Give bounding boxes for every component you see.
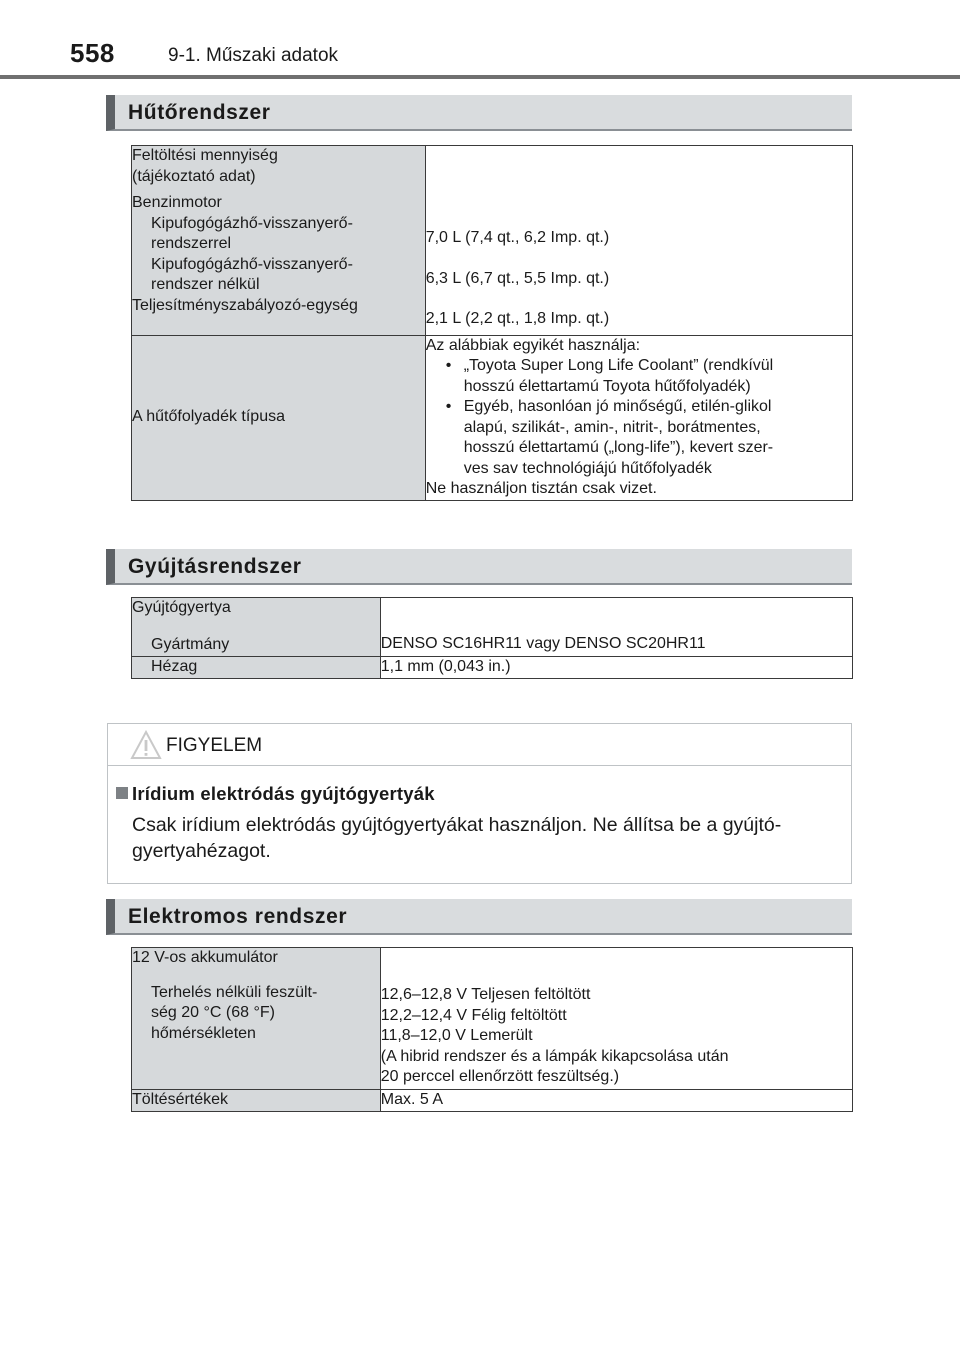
warning-title: FIGYELEM: [166, 735, 263, 756]
warning-triangle-icon: [130, 730, 162, 760]
chapter-title: 9-1. Műszaki adatok: [168, 45, 339, 66]
warning-text-line: gyertyahézagot.: [132, 840, 271, 862]
table-value-cell: [380, 657, 852, 679]
section-cooling-heading: [106, 95, 852, 131]
table-label-cell: [132, 146, 426, 336]
page-header: [0, 0, 960, 80]
gap-value: 1,1 mm (0,043 in.): [380, 658, 511, 675]
without-egr-value: 6,3 L (6,7 qt., 5,5 Imp. qt.): [425, 269, 610, 287]
table-value-cell: [425, 335, 852, 500]
make-label: Gyártmány: [151, 635, 230, 653]
without-egr-label-cont: rendszer nélkül: [151, 276, 260, 293]
coolant-intro: Az alábbiak egyikét használja:: [425, 336, 641, 354]
without-egr-label: Kipufogógázhő-visszanyerő-: [151, 255, 353, 273]
voltage-label-cont: hőmérsékleten: [151, 1024, 256, 1042]
page-number: 558: [70, 38, 115, 68]
table-value-cell: [380, 598, 852, 657]
voltage-note: (A hibrid rendszer és a lámpák kikapcsolása után: [380, 1047, 729, 1065]
table-row: [132, 146, 853, 336]
section-electrical-heading: [106, 899, 852, 935]
coolant-option-toyota: [426, 356, 852, 397]
cooling-spec-table: [131, 145, 853, 501]
coolant-type-label: A hűtőfolyadék típusa: [132, 408, 285, 426]
coolant-option-line: ves sav technológiájú hűtőfolyadék: [463, 459, 712, 477]
coolant-option-line: hosszú élettartamú („long-life”), kevert szer-: [463, 439, 774, 456]
with-egr-value: 7,0 L (7,4 qt., 6,2 Imp. qt.): [425, 229, 610, 246]
with-egr-label: Kipufogógázhő-visszanyerő-: [151, 214, 353, 232]
coolant-option-other: [426, 397, 852, 479]
warning-box: [107, 723, 852, 884]
section-ignition-heading: [106, 549, 852, 585]
warning-heading: Irídium elektródás gyújtógyertyák: [132, 783, 435, 804]
with-egr-label-cont: rendszerrel: [151, 235, 232, 252]
coolant-outro: Ne használjon tisztán csak vizet.: [425, 480, 657, 497]
table-row: [132, 335, 853, 500]
spark-plug-label: Gyújtógyertya: [132, 599, 231, 616]
table-value-cell: [425, 146, 852, 336]
voltage-value-half: 12,2–12,4 V Félig feltöltött: [380, 1006, 567, 1024]
coolant-option-line: hosszú élettartamú Toyota hűtőfolyadék): [463, 377, 751, 395]
voltage-label: Terhelés nélküli feszült-: [151, 983, 318, 1001]
coolant-option-line: • „Toyota Super Long Life Coolant” (rendkívül: [463, 357, 774, 374]
table-row: [132, 657, 853, 679]
square-bullet-icon: [116, 787, 128, 799]
table-label-cell: [132, 657, 381, 679]
table-value-cell: [380, 948, 852, 1090]
gap-label: Hézag: [151, 658, 198, 675]
charging-value: Max. 5 A: [380, 1091, 443, 1108]
table-label-cell: [132, 598, 381, 657]
capacity-label-sub: (tájékoztató adat): [132, 167, 256, 185]
table-row: [132, 1090, 853, 1112]
table-value-cell: [380, 1090, 852, 1112]
ignition-spec-table: [131, 597, 853, 679]
engine-label: Benzinmotor: [132, 194, 222, 211]
table-label-cell: [132, 948, 381, 1090]
section-title: Gyújtásrendszer: [128, 555, 302, 578]
warning-header: [108, 724, 851, 766]
warning-text-line: Csak irídium elektródás gyújtógyertyákat használjon. Ne állítsa be a gyújtó-: [132, 814, 782, 836]
table-label-cell: [132, 1090, 381, 1112]
warning-text: [132, 812, 842, 864]
coolant-option-line: alapú, szilikát-, amin-, nitrit-, borátmentes,: [463, 418, 761, 436]
pcu-value: 2,1 L (2,2 qt., 1,8 Imp. qt.): [425, 310, 610, 327]
make-value: DENSO SC16HR11 vagy DENSO SC20HR11: [380, 635, 706, 652]
coolant-option-line: • Egyéb, hasonlóan jó minőségű, etilén-glikol: [463, 398, 772, 415]
header-rule: [0, 75, 960, 79]
table-row: [132, 598, 853, 657]
section-title: Hűtőrendszer: [128, 101, 271, 124]
section-title: Elektromos rendszer: [128, 905, 348, 928]
table-label-cell: [132, 335, 426, 500]
capacity-label: Feltöltési mennyiség: [132, 147, 278, 164]
pcu-label: Teljesítményszabályozó-egység: [132, 296, 358, 314]
voltage-value-empty: 11,8–12,0 V Lemerült: [380, 1027, 533, 1044]
voltage-value-full: 12,6–12,8 V Teljesen feltöltött: [380, 986, 591, 1003]
charging-label: Töltésértékek: [132, 1091, 229, 1108]
battery-label: 12 V-os akkumulátor: [132, 949, 278, 966]
table-row: [132, 948, 853, 1090]
voltage-note-cont: 20 perccel ellenőrzött feszültség.): [380, 1068, 620, 1085]
voltage-label-cont: ség 20 °C (68 °F): [151, 1004, 275, 1021]
electrical-spec-table: [131, 947, 853, 1112]
